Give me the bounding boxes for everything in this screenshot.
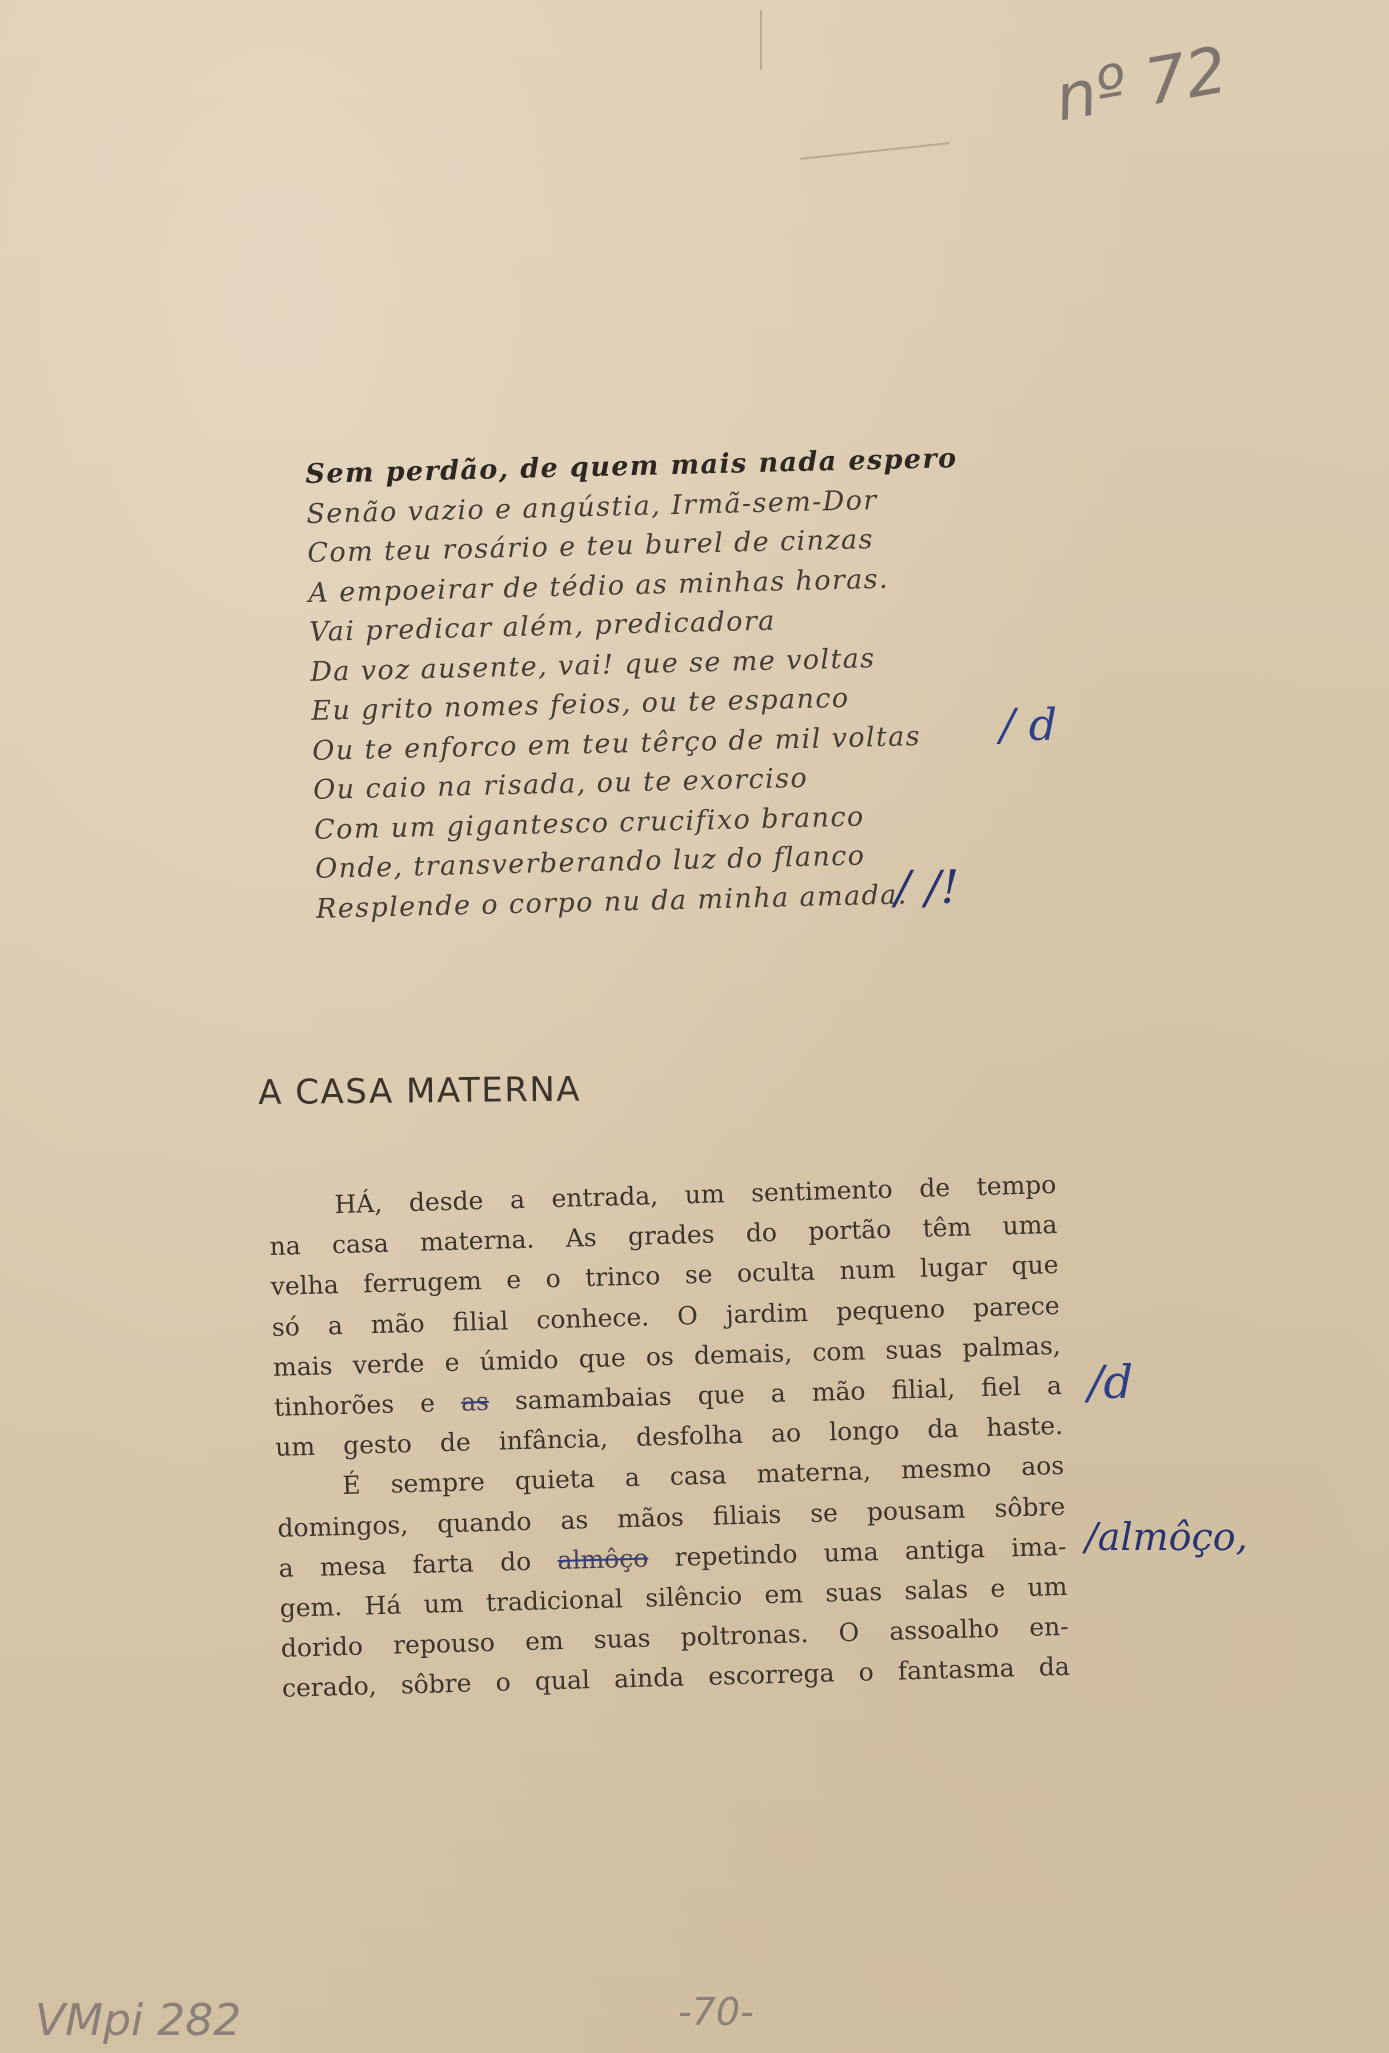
struck-word: almôço xyxy=(557,1543,649,1575)
word: mesa xyxy=(319,1550,387,1582)
word: antiga xyxy=(904,1533,986,1566)
word: uma xyxy=(823,1536,879,1568)
word: sempre xyxy=(390,1467,486,1500)
word: o xyxy=(495,1667,512,1698)
word: têm xyxy=(922,1212,972,1243)
word: infância, xyxy=(498,1423,609,1456)
word: quieta xyxy=(514,1464,596,1496)
word: longo xyxy=(828,1415,900,1447)
word: palmas, xyxy=(961,1330,1062,1363)
word: em xyxy=(764,1579,804,1610)
poem-line: A empoeirar de tédio as minhas horas. xyxy=(307,563,890,609)
word: mão xyxy=(370,1308,425,1339)
word: do xyxy=(499,1546,532,1577)
word: os xyxy=(645,1341,675,1372)
word: casa xyxy=(331,1228,390,1260)
word: e xyxy=(989,1573,1006,1604)
word: se xyxy=(809,1497,839,1528)
word: e xyxy=(444,1347,460,1377)
poem-line: Ou te enforco em teu têrço de mil voltas xyxy=(311,720,922,767)
prose-block xyxy=(268,1165,1070,1709)
word: e xyxy=(505,1265,522,1295)
word: gesto xyxy=(342,1429,413,1461)
word: sôbre xyxy=(400,1668,472,1700)
word: assoalho xyxy=(889,1614,1000,1647)
word: a xyxy=(278,1553,294,1583)
word: poltronas. xyxy=(680,1619,809,1652)
word: da xyxy=(1038,1652,1071,1683)
word: dorido xyxy=(280,1631,364,1664)
word: um xyxy=(423,1588,464,1619)
word: demais, xyxy=(693,1338,793,1370)
word: velha xyxy=(270,1270,340,1302)
word: mais xyxy=(272,1351,333,1382)
word: da xyxy=(926,1414,959,1444)
word: e xyxy=(419,1388,436,1418)
word: num xyxy=(839,1254,896,1286)
word: mãos xyxy=(616,1502,685,1533)
paper-crease xyxy=(760,10,762,70)
word: cerado, xyxy=(281,1671,378,1704)
word: domingos, xyxy=(277,1509,409,1543)
poem-block xyxy=(305,437,1036,928)
word: suas xyxy=(593,1623,651,1655)
word: repetindo xyxy=(674,1539,798,1572)
word: mesmo xyxy=(900,1453,992,1485)
word: sentimento xyxy=(750,1174,894,1208)
word: casa xyxy=(669,1460,727,1492)
paper-crease xyxy=(800,142,949,160)
word: se xyxy=(684,1260,713,1290)
poem-correction-mark: / /! xyxy=(895,860,960,914)
word: de xyxy=(439,1427,472,1458)
poem-correction-mark: / d xyxy=(1000,700,1057,751)
page-number: -70- xyxy=(678,1990,754,2034)
word: verde xyxy=(352,1348,425,1380)
word: que xyxy=(697,1379,746,1411)
word: aos xyxy=(1020,1451,1065,1482)
poem-line: Vai predicar além, predicadora xyxy=(308,605,777,648)
word: a xyxy=(327,1310,344,1340)
word: gem. xyxy=(279,1592,343,1623)
word: que xyxy=(1011,1250,1059,1281)
word: oculta xyxy=(736,1257,816,1289)
word: parece xyxy=(972,1290,1060,1322)
word: suas xyxy=(824,1577,883,1608)
word: sôbre xyxy=(994,1491,1066,1523)
word: ima- xyxy=(1010,1531,1067,1563)
word: suas xyxy=(885,1334,943,1365)
poem-line: Ou caio na risada, ou te exorciso xyxy=(312,762,809,806)
poem-line: Eu grito nomes feios, ou te espanco xyxy=(310,682,850,727)
word: um xyxy=(1027,1571,1068,1602)
word: haste. xyxy=(985,1411,1064,1443)
word: mão xyxy=(811,1376,866,1407)
word: jardim xyxy=(725,1297,809,1329)
word: com xyxy=(812,1336,866,1367)
word: fantasma xyxy=(897,1653,1015,1687)
word: a xyxy=(509,1184,526,1215)
word: O xyxy=(838,1617,860,1648)
poem-line: Com teu rosário e teu burel de cinzas xyxy=(307,524,875,569)
word: pousam xyxy=(866,1494,966,1527)
word: farta xyxy=(412,1548,475,1579)
word: fiel xyxy=(980,1372,1022,1403)
word: do xyxy=(745,1218,778,1248)
word: materna, xyxy=(756,1456,872,1489)
word: grades xyxy=(627,1219,715,1252)
word: as xyxy=(560,1504,589,1535)
poem-line: Da voz ausente, vai! que se me voltas xyxy=(309,642,876,688)
word: na xyxy=(269,1231,302,1262)
prose-correction-mark: /almôço, xyxy=(1085,1515,1248,1559)
poem-line: Senão vazio e angústia, Irmã-sem-Dor xyxy=(306,484,878,530)
word: só xyxy=(271,1311,301,1342)
section-title: A CASA MATERNA xyxy=(258,1069,582,1113)
word: materna. xyxy=(419,1224,535,1257)
word: tempo xyxy=(976,1169,1057,1202)
prose-correction-mark: /d xyxy=(1088,1355,1133,1409)
word: uma xyxy=(1002,1210,1058,1241)
word: tradicional xyxy=(485,1584,624,1618)
word: a xyxy=(1046,1370,1063,1401)
word: tinhorões xyxy=(273,1389,395,1422)
word: O xyxy=(676,1300,699,1331)
word: silêncio xyxy=(644,1580,743,1613)
word: que xyxy=(578,1342,627,1374)
word: o xyxy=(858,1657,875,1688)
poem-line: Com um gigantesco crucifixo branco xyxy=(313,800,865,846)
word: lugar xyxy=(919,1252,988,1284)
word: en- xyxy=(1028,1612,1069,1643)
word: escorrega xyxy=(707,1658,835,1692)
word: HÁ, xyxy=(334,1188,383,1220)
word: ao xyxy=(770,1418,802,1449)
poem-line: Onde, transverberando luz do flanco xyxy=(314,840,866,885)
archive-stamp: VMpi 282 xyxy=(35,1995,242,2046)
word: É xyxy=(341,1470,362,1501)
word: As xyxy=(565,1223,598,1253)
word: filial xyxy=(452,1305,509,1337)
word: conhece. xyxy=(535,1302,650,1335)
word: a xyxy=(624,1463,641,1493)
word: o xyxy=(545,1264,562,1294)
word: desfolha xyxy=(635,1420,744,1453)
word: de xyxy=(918,1172,951,1203)
word: ainda xyxy=(613,1663,685,1694)
word: a xyxy=(770,1378,787,1409)
poem-line: Sem perdão, de quem mais nada espero xyxy=(305,443,958,490)
corner-pencil-number: nº 72 xyxy=(1049,33,1233,137)
word: um xyxy=(274,1432,316,1463)
word: Há xyxy=(364,1590,402,1621)
word: trinco xyxy=(584,1261,661,1293)
word: um xyxy=(684,1179,725,1210)
word: pequeno xyxy=(835,1293,946,1326)
word: qual xyxy=(534,1665,591,1697)
struck-word: as xyxy=(460,1386,490,1417)
word: quando xyxy=(436,1506,532,1539)
word: ferrugem xyxy=(362,1266,483,1299)
word: filial, xyxy=(891,1373,956,1405)
word: desde xyxy=(408,1185,484,1218)
word: portão xyxy=(807,1214,892,1247)
word: em xyxy=(524,1626,564,1657)
word: salas xyxy=(904,1574,969,1606)
word: úmido xyxy=(479,1344,559,1376)
word: entrada, xyxy=(551,1181,659,1214)
word: repouso xyxy=(392,1628,496,1660)
poem-line: Resplende o corpo nu da minha amada. xyxy=(315,878,909,925)
word: filiais xyxy=(712,1499,782,1531)
word: samambaias xyxy=(514,1381,673,1416)
